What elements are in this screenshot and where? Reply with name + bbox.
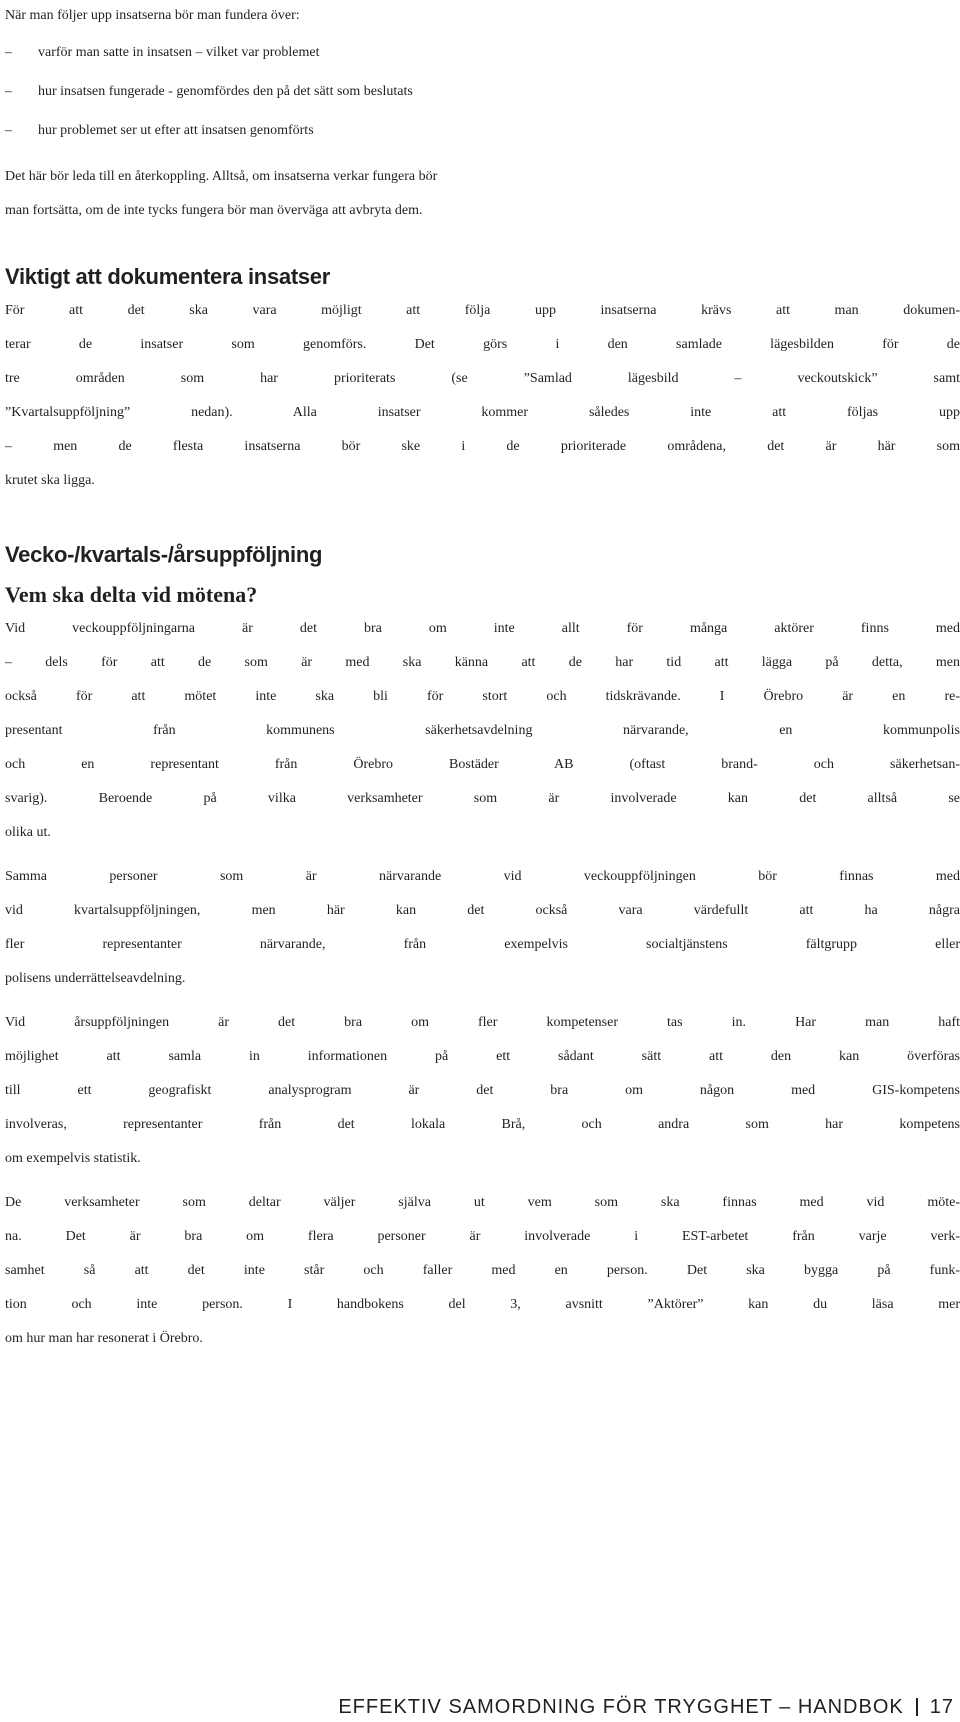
text-line: vid kvartalsuppföljningen, men här kan det också vara värdefullt att ha några	[5, 903, 960, 918]
text-line: tion och inte person. I handbokens del 3, avsnitt ”Aktörer” kan du läsa mer	[5, 1297, 960, 1312]
dash-bullet: –	[5, 84, 12, 99]
text-line: möjlighet att samla in informationen på ett sådant sätt att den kan överföras	[5, 1049, 960, 1064]
section-heading-documentation: Viktigt att dokumentera insatser	[5, 264, 330, 289]
text-line: till ett geografiskt analysprogram är det bra om någon med GIS-kompetens	[5, 1083, 960, 1098]
text-line: Vid veckouppföljningarna är det bra om inte allt för många aktörer finns med	[5, 621, 960, 636]
dash-bullet: –	[5, 45, 12, 60]
text-line: olika ut.	[5, 825, 51, 840]
document-page	[5, 0, 960, 1722]
text-line: – men de flesta insatserna bör ske i de prioriterade områdena, det är här som	[5, 439, 960, 454]
text-line: För att det ska vara möjligt att följa upp insatserna krävs att man dokumen-	[5, 303, 960, 318]
text-line: – dels för att de som är med ska känna att de har tid att lägga på detta, men	[5, 655, 960, 670]
text-line: na. Det är bra om flera personer är involverade i EST-arbetet från varje verk-	[5, 1229, 960, 1244]
text-line: terar de insatser som genomförs. Det görs i den samlade lägesbilden för de	[5, 337, 960, 352]
footer-separator	[916, 1698, 918, 1716]
footer-title: EFFEKTIV SAMORDNING FÖR TRYGGHET – HANDBOK	[338, 1696, 904, 1718]
list-item	[5, 33, 960, 72]
text-line: De verksamheter som deltar väljer själva ut vem som ska finnas med vid möte-	[5, 1195, 960, 1210]
list-item-text: hur insatsen fungerade - genomfördes den på det sätt som beslutats	[38, 84, 413, 99]
followup-questions-list	[5, 33, 960, 150]
text-line: Vid årsuppföljningen är det bra om fler kompetenser tas in. Har man haft	[5, 1015, 960, 1030]
section-heading-followup: Vecko-/kvartals-/årsuppföljning	[5, 542, 323, 567]
intro-lead: När man följer upp insatserna bör man fundera över:	[5, 8, 300, 23]
text-line: och en representant från Örebro Bostäder AB (oftast brand- och säkerhetsan-	[5, 757, 960, 772]
text-line: Det här bör leda till en återkoppling. Alltså, om insatserna verkar fungera bör	[5, 169, 438, 184]
list-item-text: hur problemet ser ut efter att insatsen genomförts	[38, 123, 314, 138]
text-line: också för att mötet inte ska bli för stort och tidskrävande. I Örebro är en re-	[5, 689, 960, 704]
text-line: ”Kvartalsuppföljning” nedan). Alla insatser kommer således inte att följas upp	[5, 405, 960, 420]
text-line: tre områden som har prioriterats (se ”Samlad lägesbild – veckoutskick” samt	[5, 371, 960, 386]
yearly-followup-paragraph	[5, 1006, 960, 1176]
list-item	[5, 72, 960, 111]
text-line: fler representanter närvarande, från exempelvis socialtjänstens fältgrupp eller	[5, 937, 960, 952]
text-line: svarig). Beroende på vilka verksamheter som är involverade kan det alltså se	[5, 791, 960, 806]
text-line: om exempelvis statistik.	[5, 1151, 141, 1166]
text-line: presentant från kommunens säkerhetsavdelning närvarande, en kommunpolis	[5, 723, 960, 738]
text-line: man fortsätta, om de inte tycks fungera bör man överväga att avbryta dem.	[5, 203, 423, 218]
list-item	[5, 111, 960, 150]
feedback-paragraph	[5, 160, 960, 228]
dash-bullet: –	[5, 123, 12, 138]
weekly-followup-paragraph	[5, 612, 960, 850]
text-line: samhet så att det inte står och faller med en person. Det ska bygga på funk-	[5, 1263, 960, 1278]
subheading-who-attends: Vem ska delta vid mötena?	[5, 582, 258, 607]
list-item-text: varför man satte in insatsen – vilket var problemet	[38, 45, 320, 60]
text-line: polisens underrättelseavdelning.	[5, 971, 186, 986]
text-line: Samma personer som är närvarande vid veckouppföljningen bör finnas med	[5, 869, 960, 884]
text-line: involveras, representanter från det lokala Brå, och andra som har kompetens	[5, 1117, 960, 1132]
text-line: krutet ska ligga.	[5, 473, 95, 488]
participants-paragraph	[5, 1186, 960, 1356]
page-content	[5, 0, 960, 1356]
page-footer	[338, 1692, 954, 1722]
text-line: om hur man har resonerat i Örebro.	[5, 1331, 203, 1346]
quarterly-followup-paragraph	[5, 860, 960, 996]
documentation-paragraph	[5, 294, 960, 498]
page-number: 17	[929, 1696, 954, 1718]
